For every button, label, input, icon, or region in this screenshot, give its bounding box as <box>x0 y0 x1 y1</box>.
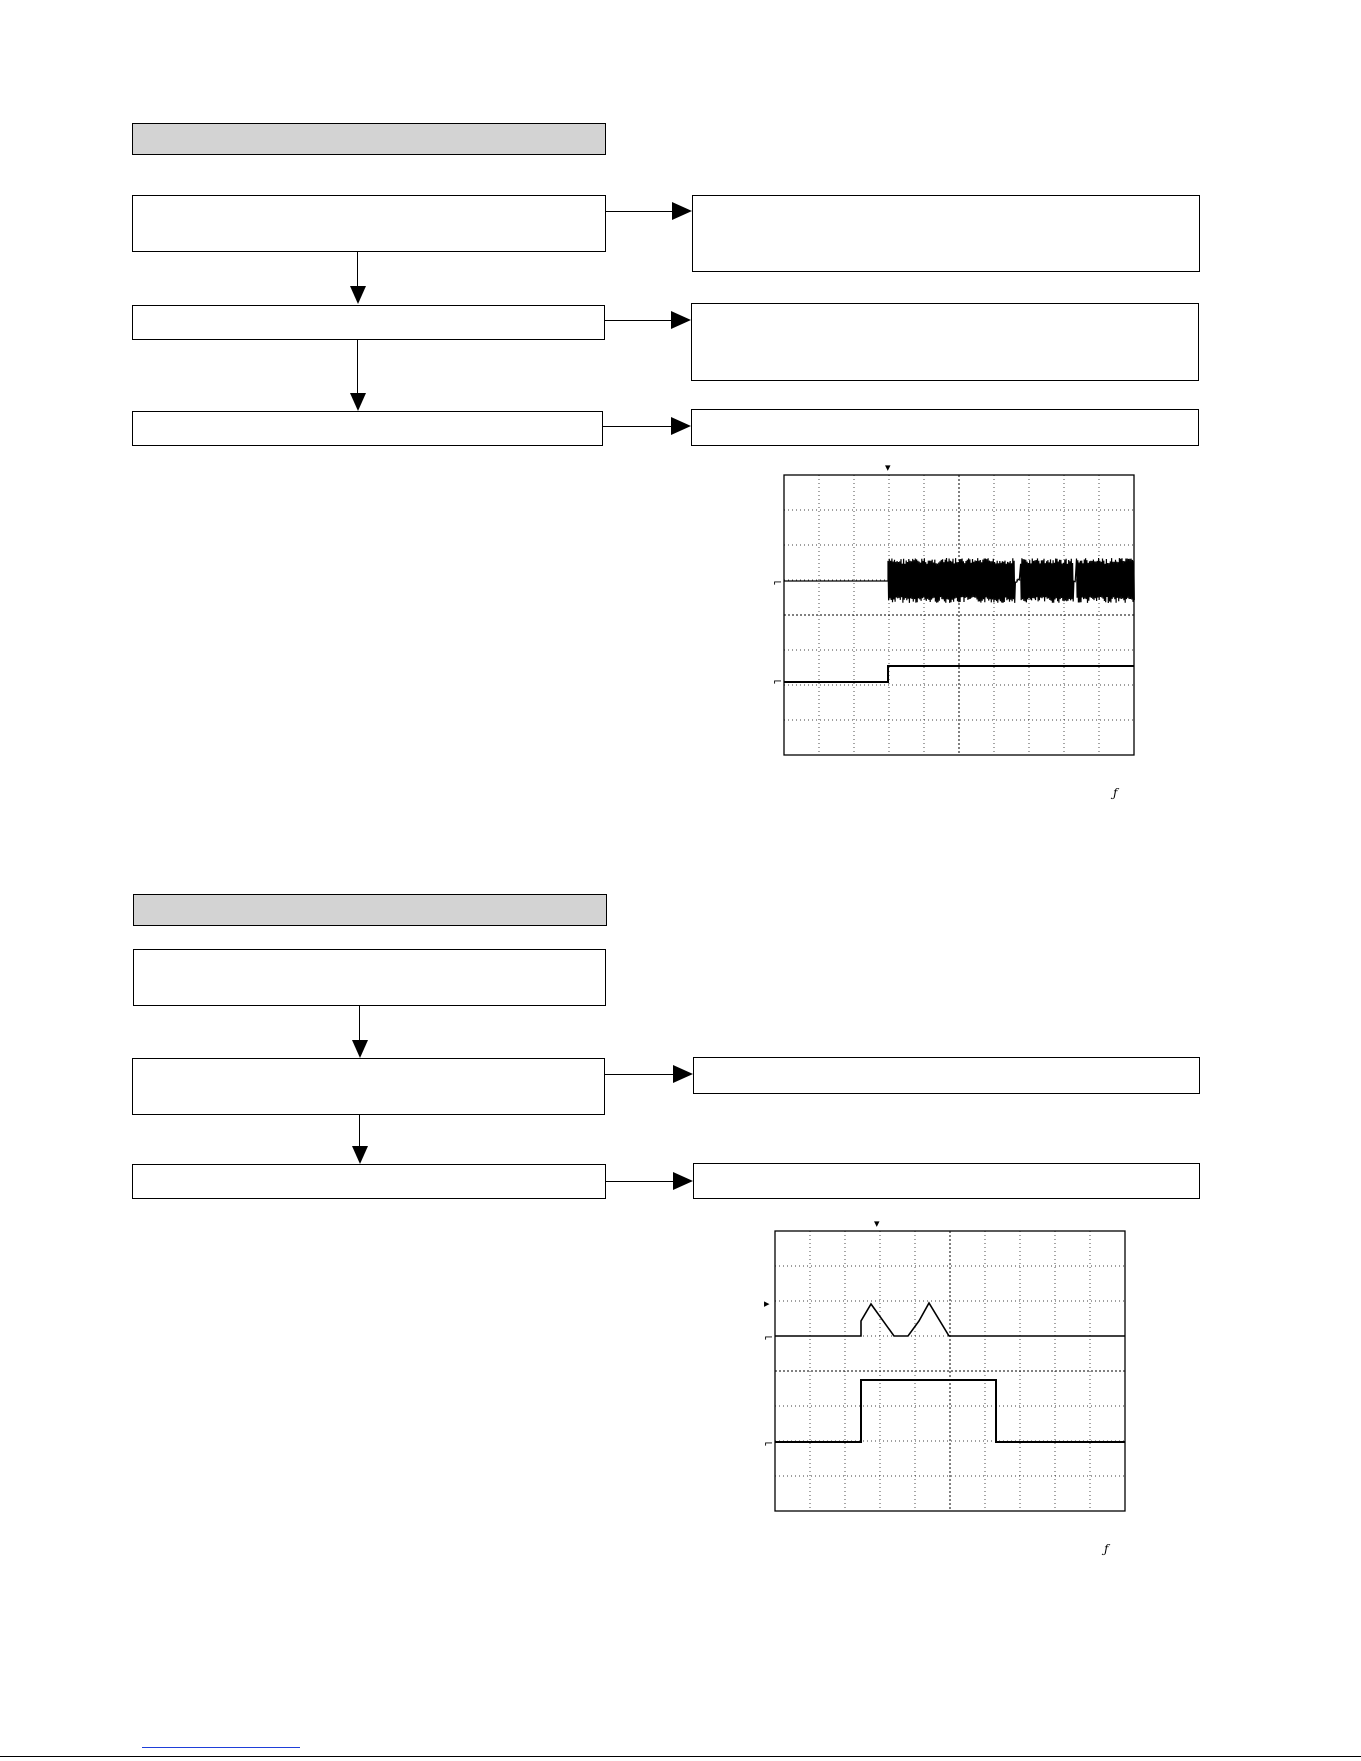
s2-scale-marker: ƒ <box>1104 1542 1109 1556</box>
s2-connector-down-1 <box>359 1006 360 1040</box>
s1-scope-grid <box>784 475 1134 755</box>
section-1-step-3 <box>132 411 603 446</box>
section-2-step-2 <box>132 1058 605 1115</box>
s2-ch2-marker: ⌐ <box>764 1437 774 1450</box>
section-1-step-1 <box>132 195 606 252</box>
section-2-header <box>133 894 607 926</box>
s2-arrow-right-2 <box>673 1172 693 1190</box>
s2-ch1-marker: ⌐ <box>764 1331 774 1344</box>
s2-arrow-right-1 <box>673 1065 693 1083</box>
s1-scale-marker: ƒ <box>1113 786 1118 800</box>
section-1-step-2 <box>132 305 605 340</box>
s1-connector-right-2 <box>605 320 671 321</box>
section-2-result-2 <box>693 1163 1200 1199</box>
s2-scope-grid <box>775 1231 1125 1511</box>
s2-connector-down-2 <box>359 1115 360 1147</box>
s2-trigger-marker: ▾ <box>874 1217 880 1230</box>
s1-arrow-down-1 <box>350 286 366 304</box>
s1-connector-right-3 <box>603 426 671 427</box>
section-2-oscilloscope-waveform <box>761 1216 1131 1556</box>
s1-trigger-marker: ▾ <box>885 461 891 474</box>
s1-arrow-right-1 <box>672 202 692 220</box>
s1-connector-down-1 <box>357 252 358 286</box>
footer-rule <box>0 1756 1361 1757</box>
section-1-header <box>132 123 606 155</box>
section-2-result-1 <box>693 1057 1200 1094</box>
s2-level-marker: ▸ <box>764 1297 770 1310</box>
section-2-step-1 <box>133 949 606 1006</box>
s1-connector-down-2 <box>357 340 358 393</box>
s2-arrow-down-2 <box>352 1146 368 1164</box>
s1-ch1-marker: ⌐ <box>773 576 783 589</box>
s1-ch1-trace <box>784 558 1134 603</box>
section-1-result-2 <box>691 303 1199 381</box>
s1-ch2-marker: ⌐ <box>773 675 783 688</box>
s1-arrow-right-3 <box>671 417 691 435</box>
section-1-result-3 <box>691 409 1199 446</box>
footer-link-underline[interactable] <box>142 1747 300 1748</box>
s1-connector-right-1 <box>606 211 672 212</box>
s1-arrow-down-2 <box>350 393 366 411</box>
s2-connector-right-2 <box>606 1181 673 1182</box>
s2-connector-right-1 <box>605 1074 673 1075</box>
section-1-oscilloscope-waveform <box>770 460 1140 800</box>
s2-arrow-down-1 <box>352 1040 368 1058</box>
section-2-step-3 <box>132 1164 606 1199</box>
section-1-result-1 <box>692 195 1200 272</box>
s1-arrow-right-2 <box>671 311 691 329</box>
